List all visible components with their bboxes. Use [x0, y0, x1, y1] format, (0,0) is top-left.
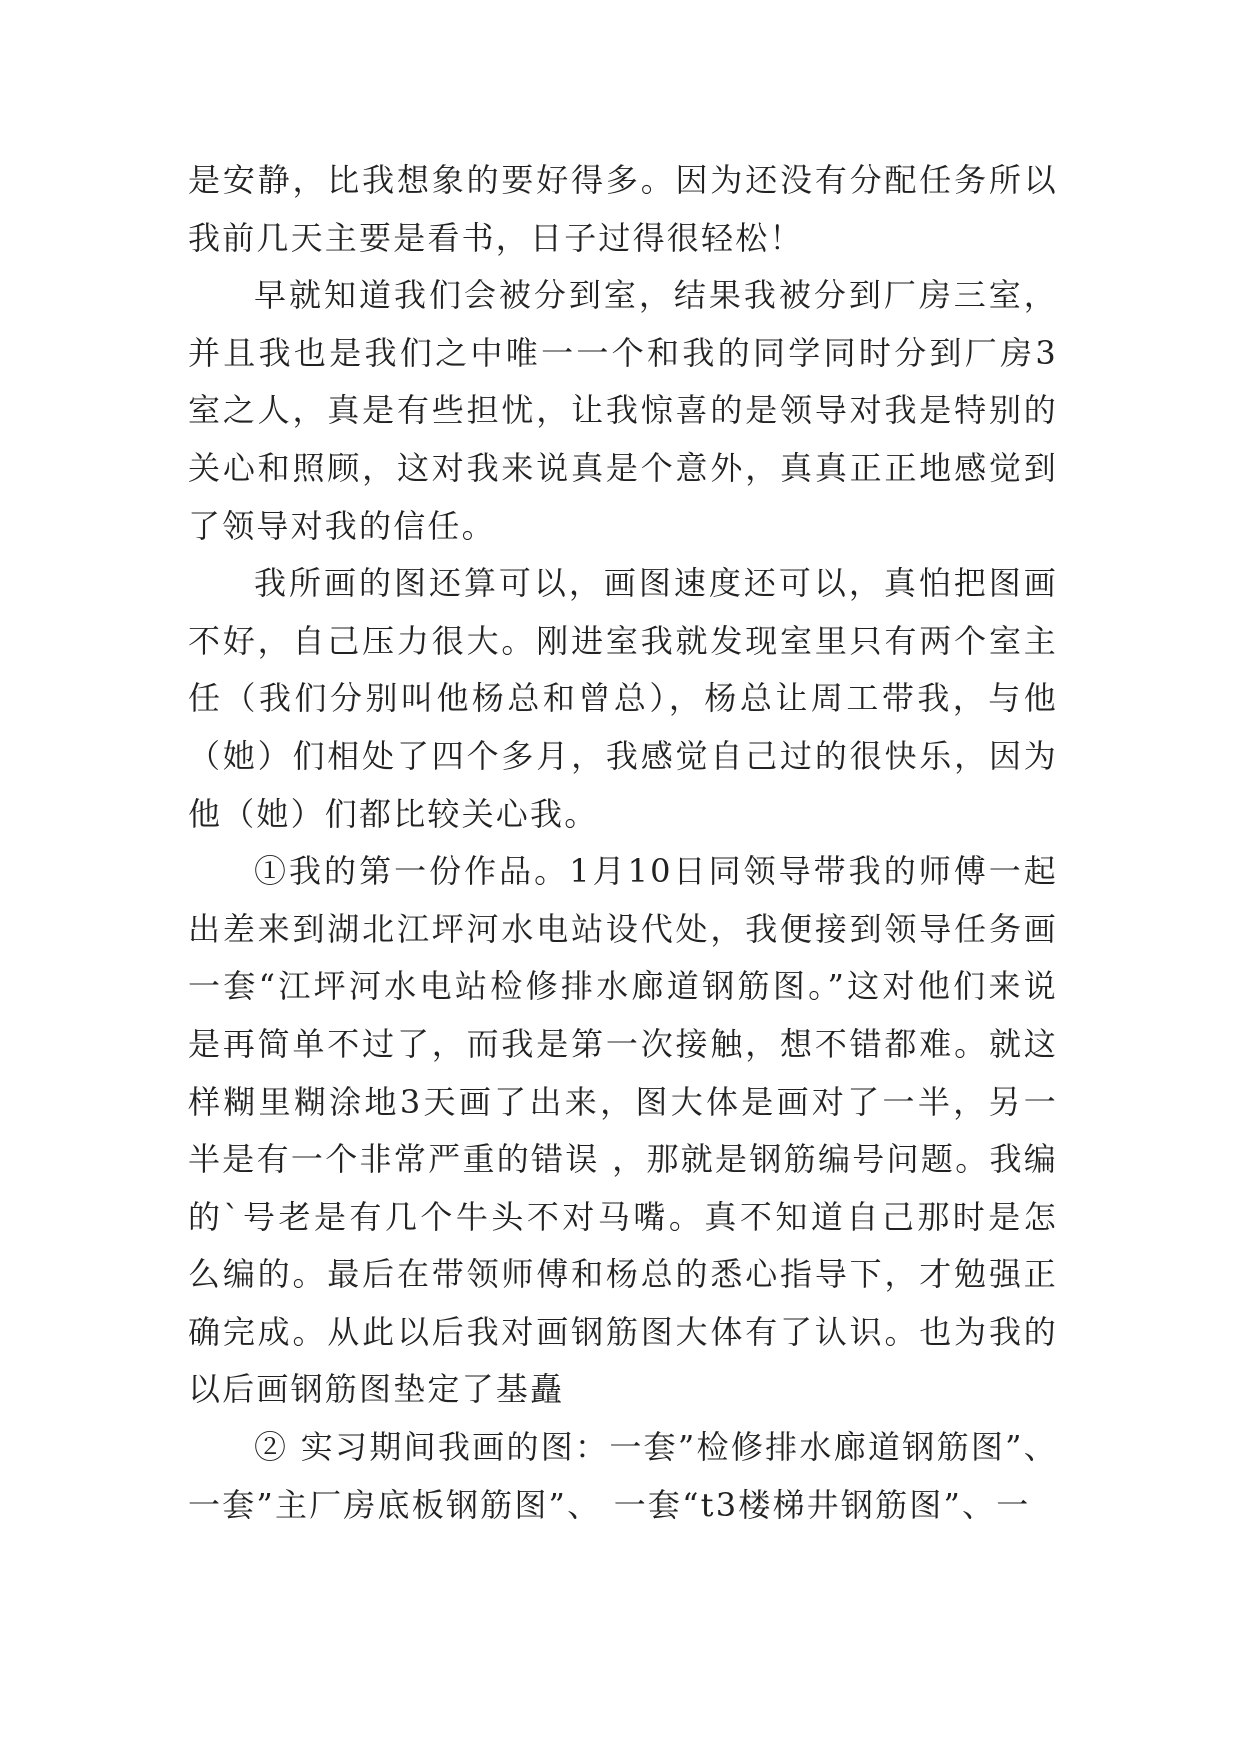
paragraph-5: ② 实习期间我画的图：一套”检修排水廊道钢筋图”、一套”主厂房底板钢筋图”、 一套“t3楼梯井钢筋图”、一	[188, 1428, 1058, 1524]
paragraph-4: ①我的第一份作品。1月10日同领导带我的师傅一起出差来到湖北江坪河水电站设代处，我便接到领导任务画一套“江坪河水电站检修排水廊道钢筋图。”这对他们来说是再简单不过了，而我是第一次接触，想不错都难。就这样糊里糊涂地3天画了出来，图大体是画对了一半，另一半是有一个非常严重的错误 ，那就是钢筋编号问题。我编的`号老是有几个牛头不对马嘴。真不知道自己那时是怎么编的。最后在带领师傅和杨总的悉心指导下，才勉强正确完成。从此以后我对画钢筋图大体有了认识。也为我的以后画钢筋图垫定了基矗	[188, 852, 1058, 1409]
paragraph-3: 我所画的图还算可以，画图速度还可以，真怕把图画不好，自己压力很大。刚进室我就发现室里只有两个室主任（我们分别叫他杨总和曾总），杨总让周工带我，与他（她）们相处了四个多月，我感觉自己过的很快乐，因为他（她）们都比较关心我。	[188, 564, 1058, 833]
document-body	[188, 152, 1058, 1534]
paragraph-2: 早就知道我们会被分到室，结果我被分到厂房三室，并且我也是我们之中唯一一个和我的同学同时分到厂房3室之人，真是有些担忧，让我惊喜的是领导对我是特别的关心和照顾，这对我来说真是个意外，真真正正地感觉到了领导对我的信任。	[188, 276, 1058, 545]
paragraph-1: 是安静，比我想象的要好得多。因为还没有分配任务所以我前几天主要是看书，日子过得很轻松！	[188, 161, 1058, 257]
